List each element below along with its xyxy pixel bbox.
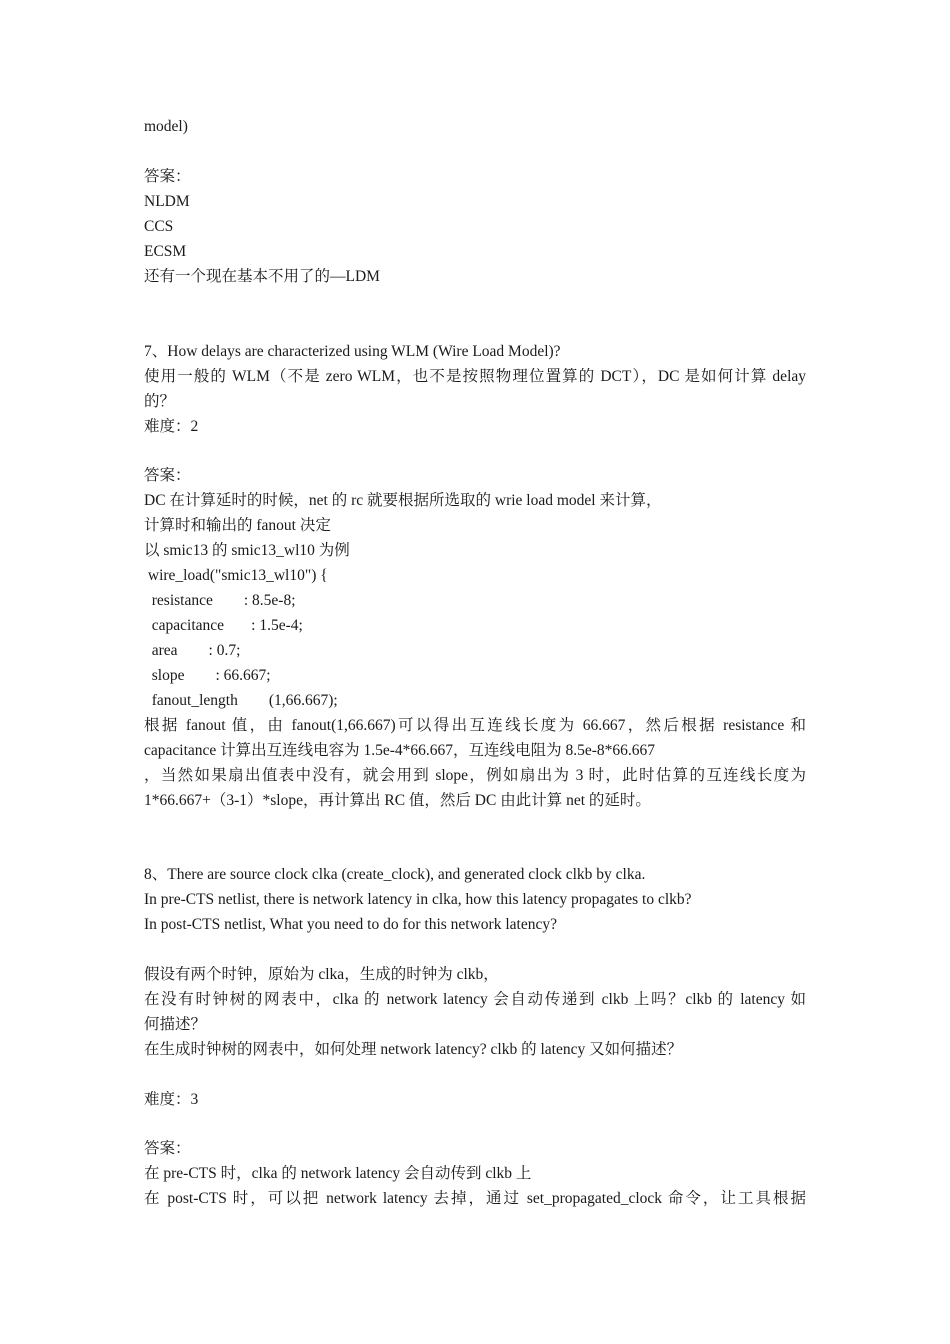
text-line: 1*66.667+（3-1）*slope，再计算出 RC 值，然后 DC 由此计算 net 的延时。 bbox=[144, 792, 651, 809]
code-line: resistance : 8.5e-8; bbox=[144, 592, 296, 609]
text-line: DC 在计算延时的时候，net 的 rc 就要根据所选取的 wrie load model 来计算， bbox=[144, 492, 662, 509]
text-line: 在没有时钟树的网表中，clka 的 network latency 会自动传递到 clkb 上吗？clkb 的 latency 如 bbox=[144, 991, 806, 1008]
question-8-text: In pre-CTS netlist, there is network latency in clka, how this latency propagates to clkb? bbox=[144, 891, 692, 908]
answer-label: 答案： bbox=[144, 168, 191, 185]
code-line: fanout_length (1,66.667); bbox=[144, 692, 338, 709]
text-line: 计算时和输出的 fanout 决定 bbox=[144, 517, 331, 534]
question-7-heading: 7、How delays are characterized using WLM (Wire Load Model)? bbox=[144, 343, 561, 360]
text-line: CCS bbox=[144, 218, 174, 235]
text-line: 何描述？ bbox=[144, 1016, 207, 1033]
text-line: 还有一个现在基本不用了的—LDM bbox=[144, 268, 380, 285]
text-line: NLDM bbox=[144, 193, 190, 210]
code-line: wire_load("smic13_wl10") { bbox=[144, 567, 328, 584]
text-line: capacitance 计算出互连线电容为 1.5e-4*66.667，互连线电阻为 8.5e-8*66.667 bbox=[144, 742, 655, 759]
answer-label: 答案： bbox=[144, 1140, 191, 1157]
code-line: capacitance : 1.5e-4; bbox=[144, 617, 303, 634]
question-7-text: 使用一般的 WLM（不是 zero WLM，也不是按照物理位置算的 DCT），DC 是如何计算 delay bbox=[144, 368, 806, 385]
text-line: 根据 fanout 值，由 fanout(1,66.667)可以得出互连线长度为 66.667，然后根据 resistance 和 bbox=[144, 717, 806, 734]
text-line: 在 post-CTS 时，可以把 network latency 去掉，通过 set_propagated_clock 命令，让工具根据 bbox=[144, 1190, 806, 1207]
question-8-heading: 8、There are source clock clka (create_clock), and generated clock clkb by clka. bbox=[144, 866, 646, 883]
code-line: slope : 66.667; bbox=[144, 667, 271, 684]
text-line: ECSM bbox=[144, 243, 187, 260]
difficulty-label: 难度：2 bbox=[144, 418, 199, 435]
answer-label: 答案： bbox=[144, 467, 191, 484]
text-line: 在生成时钟树的网表中，如何处理 network latency? clkb 的 latency 又如何描述？ bbox=[144, 1041, 683, 1058]
question-7-text: 的？ bbox=[144, 393, 176, 410]
question-8-text: In post-CTS netlist, What you need to do for this network latency? bbox=[144, 916, 557, 933]
difficulty-label: 难度：3 bbox=[144, 1091, 199, 1108]
code-line: area : 0.7; bbox=[144, 642, 241, 659]
text-line: ，当然如果扇出值表中没有，就会用到 slope，例如扇出为 3 时，此时估算的互连线长度为 bbox=[144, 767, 806, 784]
text-line: 在 pre-CTS 时，clka 的 network latency 会自动传到 clkb 上 bbox=[144, 1165, 532, 1182]
text-line: 假设有两个时钟，原始为 clka，生成的时钟为 clkb， bbox=[144, 966, 499, 983]
text-line: 以 smic13 的 smic13_wl10 为例 bbox=[144, 542, 350, 559]
text-line: model) bbox=[144, 118, 188, 135]
